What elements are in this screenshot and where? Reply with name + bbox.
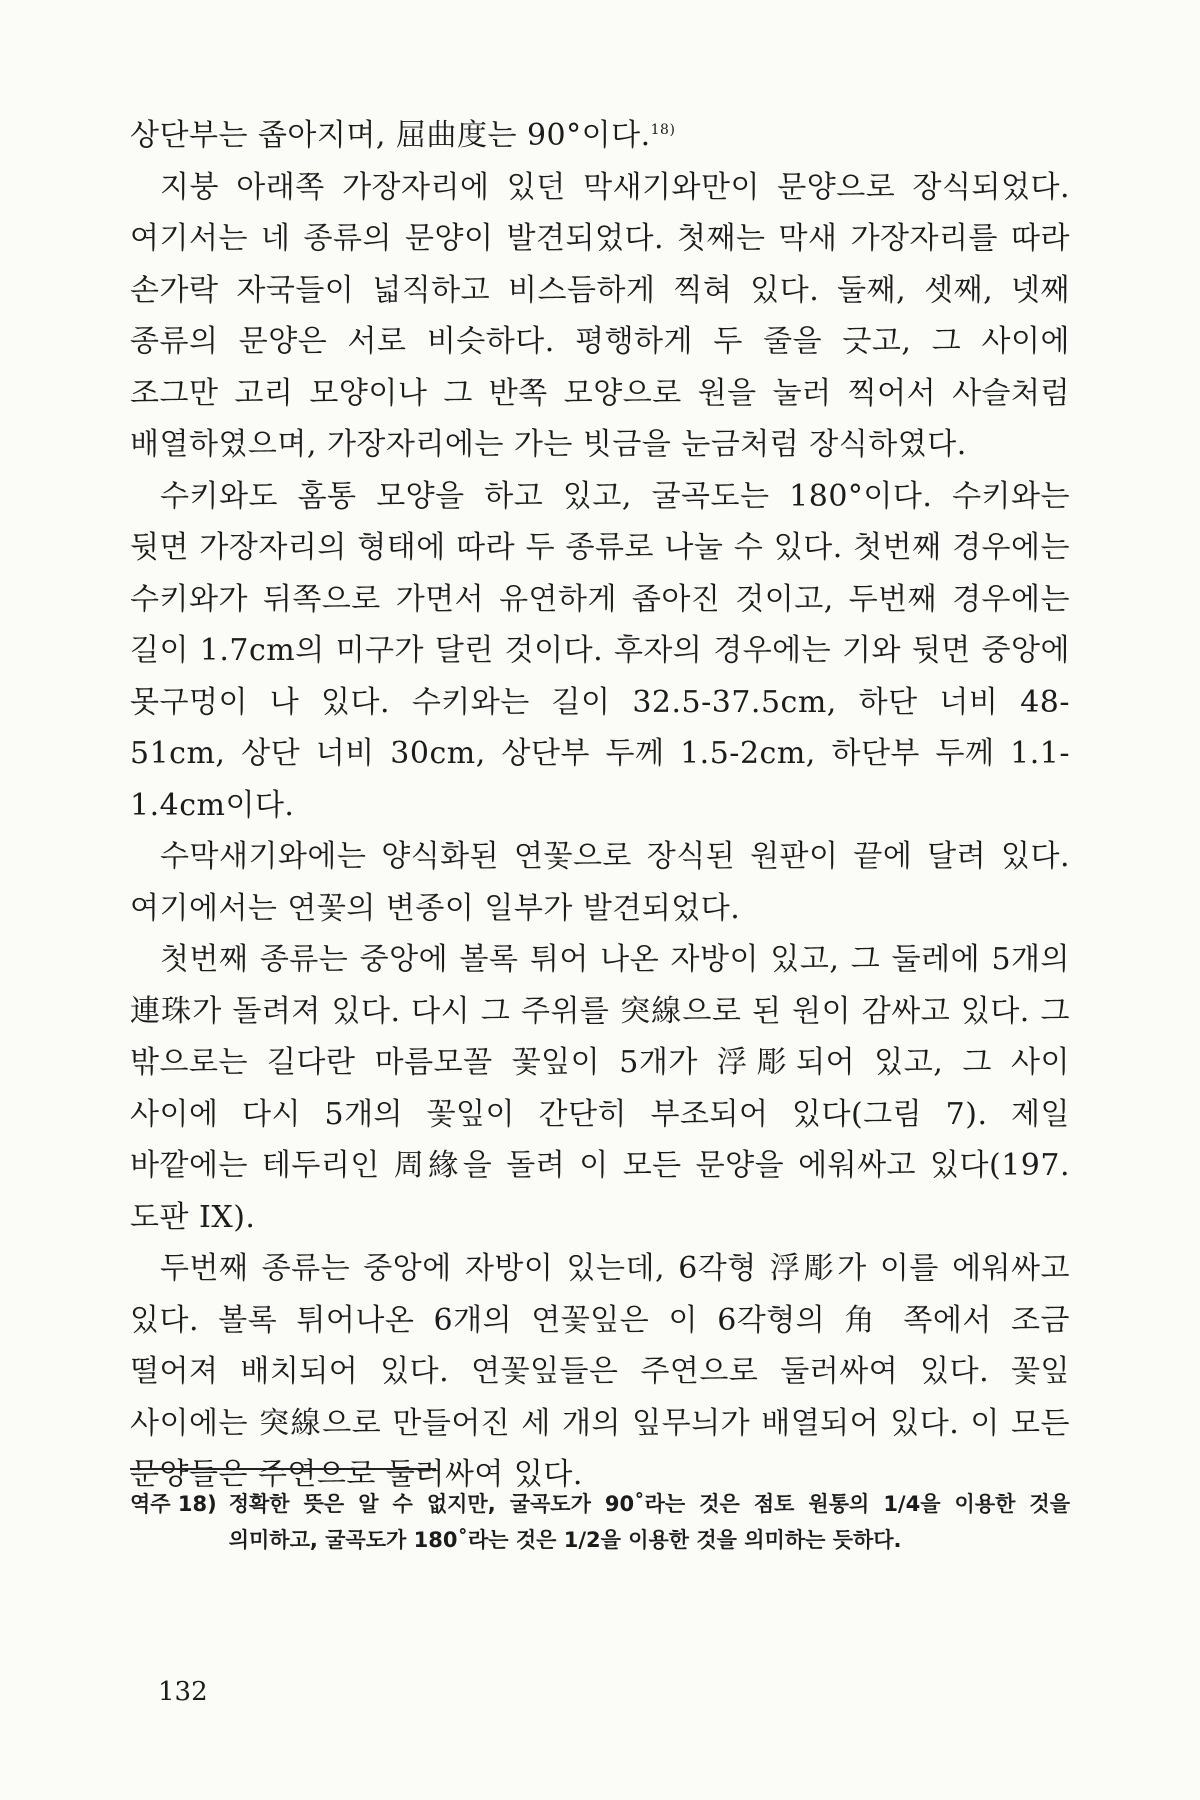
paragraph-3: 수키와도 홈통 모양을 하고 있고, 굴곡도는 180°이다. 수키와는 뒷면 가장자리의 형태에 따라 두 종류로 나눌 수 있다. 첫번째 경우에는 수키와가 뒤쪽으로 가면서 유연하게 좁아진 것이고, 두번째 경우에는 길이 1.7cm의 미구가 달린 것이다. 후자의 경우에는 기와 뒷면 중앙에 못구멍이 나 있다. 수키와는 길이 32.5-37.5cm, 하단 너비 48-51cm, 상단 너비 30cm, 상단부 두께 1.5-2cm, 하단부 두께 1.1-1.4cm이다. xyxy=(130,478,1070,823)
paragraph-1 xyxy=(130,110,1070,162)
body-text xyxy=(130,110,1070,1501)
footnote-reference: 18) xyxy=(650,122,676,138)
footnote-label: 역주 18) xyxy=(130,1492,217,1516)
paragraph-2: 지붕 아래쪽 가장자리에 있던 막새기와만이 문양으로 장식되었다. 여기서는 네 종류의 문양이 발견되었다. 첫째는 막새 가장자리를 따라 손가락 자국들이 넓직하고 비스듬하게 찍혀 있다. 둘째, 셋째, 넷째 종류의 문양은 서로 비슷하다. 평행하게 두 줄을 긋고, 그 사이에 조그만 고리 모양이나 그 반쪽 모양으로 원을 눌러 찍어서 사슬처럼 배열하였으며, 가장자리에는 가는 빗금을 눈금처럼 장식하였다. xyxy=(130,169,1070,462)
footnote xyxy=(130,1486,1070,1558)
paragraph-5: 첫번째 종류는 중앙에 볼록 튀어 나온 자방이 있고, 그 둘레에 5개의 連珠가 돌려져 있다. 다시 그 주위를 突線으로 된 원이 감싸고 있다. 그 밖으로는 길다란 마름모꼴 꽃잎이 5개가 浮彫되어 있고, 그 사이 사이에 다시 5개의 꽃잎이 간단히 부조되어 있다(그림 7). 제일 바깥에는 테두리인 周緣을 돌려 이 모든 문양을 에워싸고 있다(197. 도판 IX). xyxy=(130,942,1070,1235)
paragraph-1-text: 상단부는 좁아지며, 屈曲度는 90°이다. xyxy=(130,118,651,153)
paragraph-4: 수막새기와에는 양식화된 연꽃으로 장식된 원판이 끝에 달려 있다. 여기에서는 연꽃의 변종이 일부가 발견되었다. xyxy=(130,839,1070,926)
footnote-divider xyxy=(130,1468,436,1470)
paragraph-6: 두번째 종류는 중앙에 자방이 있는데, 6각형 浮彫가 이를 에워싸고 있다. 볼록 튀어나온 6개의 연꽃잎은 이 6각형의 角 쪽에서 조금 떨어져 배치되어 있다. 연꽃잎들은 주연으로 둘러싸여 있다. 꽃잎 사이에는 突線으로 만들어진 세 개의 잎무늬가 배열되어 있다. 이 모든 문양들은 주연으로 둘러싸여 있다. xyxy=(130,1251,1070,1492)
page-number: 132 xyxy=(158,1677,208,1707)
footnote-text: 정확한 뜻은 알 수 없지만, 굴곡도가 90˚라는 것은 점토 원통의 1/4을 이용한 것을 의미하고, 굴곡도가 180˚라는 것은 1/2을 이용한 것을 의미하는 듯하다. xyxy=(228,1492,1070,1552)
book-page xyxy=(130,110,1070,1750)
